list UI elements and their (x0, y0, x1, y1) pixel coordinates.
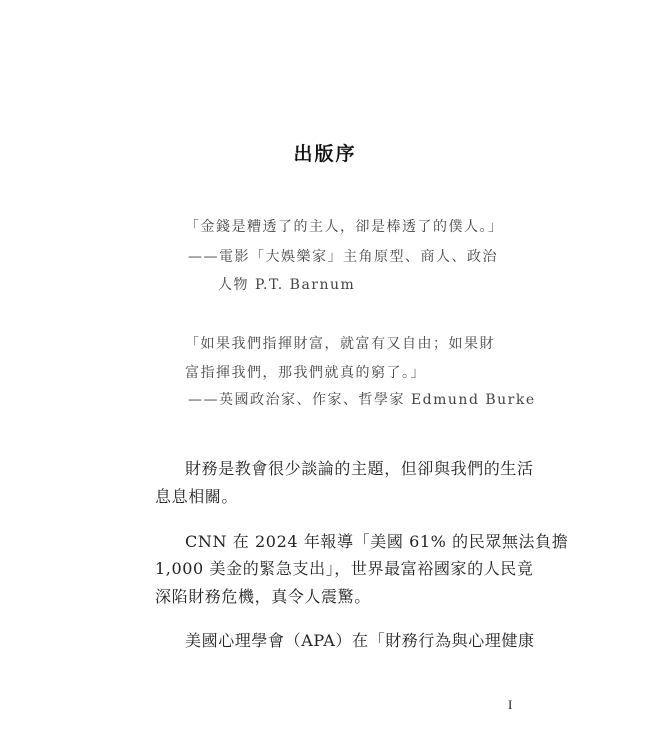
quote-line: 「金錢是糟透了的主人，卻是棒透了的僕人。」 (185, 219, 504, 235)
quote-attribution: ——電影「大娛樂家」主角原型、商人、政治 (188, 249, 498, 265)
quote-attribution: 人物 P.T. Barnum (218, 277, 356, 293)
quote-line: 富指揮我們，那我們就真的窮了。」 (185, 365, 426, 381)
paragraph-line: 息息相關。 (155, 487, 239, 506)
paragraph-line: CNN 在 2024 年報導「美國 61% 的民眾無法負擔 (185, 532, 569, 551)
paragraph-line: 1,000 美金的緊急支出」，世界最富裕國家的人民竟 (155, 559, 534, 578)
page-number: I (508, 697, 513, 712)
page-title: 出版序 (293, 143, 357, 165)
paragraph-line: 深陷財務危機，真令人震驚。 (155, 587, 371, 606)
quote-line: 「如果我們指揮財富，就富有又自由；如果財 (185, 336, 495, 352)
quote-attribution: ——英國政治家、作家、哲學家 Edmund Burke (188, 392, 536, 408)
paragraph-line: 美國心理學會（APA）在「財務行為與心理健康 (185, 631, 535, 650)
paragraph-line: 財務是教會很少談論的主題，但卻與我們的生活 (185, 459, 534, 478)
